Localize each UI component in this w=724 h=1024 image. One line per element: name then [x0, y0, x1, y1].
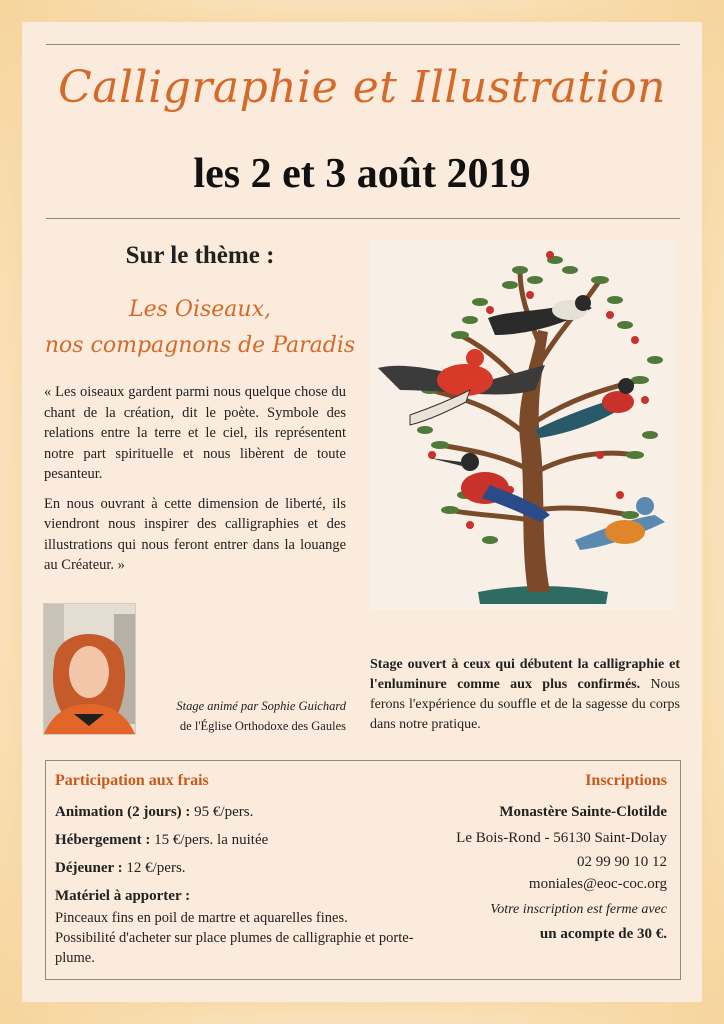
stage-description-bold: Stage ouvert à ceux qui débutent la calligraphie et l'enluminure comme aux plus confirmés. — [370, 657, 680, 692]
monastery-address: Le Bois-Rond - 56130 Saint-Dolay — [456, 830, 667, 846]
fee-lunch-value: 12 €/pers. — [122, 860, 186, 876]
contact-phone: 02 99 90 10 12 — [577, 854, 667, 870]
bird-tree-illustration — [370, 240, 676, 610]
fees-title: Participation aux frais — [55, 772, 209, 789]
monastery-name: Monastère Sainte-Clotilde — [499, 804, 667, 820]
theme-title-line1: Les Oiseaux, — [129, 297, 271, 322]
fee-animation — [55, 804, 253, 821]
material-line-1: Pinceaux fins en poil de martre et aquarelles fines. — [55, 910, 348, 926]
instructor-portrait — [43, 603, 136, 735]
instructor-credit — [140, 696, 346, 736]
material-line-2: Possibilité d'acheter sur place plumes de calligraphie et porte-plume. — [55, 930, 414, 966]
theme-label: Sur le thème : — [125, 242, 275, 269]
quote-paragraph-1: « Les oiseaux gardent parmi nous quelque chose du chant de la création, dit le poète. Symbole des relations entre la terre et le ciel, ils représentent notre part spirituelle et nous libèrent de toute pesanteur. — [44, 384, 346, 482]
fee-lunch — [55, 860, 186, 877]
instructor-church: de l'Église Orthodoxe des Gaules — [179, 719, 346, 733]
inscriptions-title: Inscriptions — [585, 772, 667, 789]
stage-description-rest: Nous ferons l'expérience du souffle et de la sagesse du corps dans notre pratique. — [370, 677, 680, 732]
fee-lodging-value: 15 €/pers. la nuitée — [150, 832, 269, 848]
contact-email: moniales@eoc-coc.org — [528, 876, 667, 892]
top-rule — [46, 44, 680, 45]
fee-lodging-label: Hébergement : — [55, 832, 151, 848]
header-rule — [46, 218, 680, 219]
stage-description — [370, 655, 680, 735]
poster-title: Calligraphie et Illustration — [58, 62, 666, 113]
fee-animation-label: Animation (2 jours) : — [55, 804, 191, 820]
theme-title-line2: nos compagnons de Paradis — [44, 333, 356, 358]
deposit-amount: un acompte de 30 €. — [539, 926, 667, 942]
material-label: Matériel à apporter : — [55, 888, 191, 904]
fee-lodging — [55, 832, 268, 849]
theme-quote — [44, 382, 346, 585]
event-dates: les 2 et 3 août 2019 — [193, 151, 531, 197]
fee-animation-value: 95 €/pers. — [190, 804, 254, 820]
inscription-note: Votre inscription est ferme avec — [490, 902, 667, 917]
instructor-name: Stage animé par Sophie Guichard — [176, 699, 346, 713]
fee-lunch-label: Déjeuner : — [55, 860, 123, 876]
quote-paragraph-2: En nous ouvrant à cette dimension de liberté, ils viendront nous inspirer des calligraphies et des illustrations qui nous feront entrer dans la louange au Créateur. » — [44, 495, 346, 573]
theme-title — [40, 292, 360, 364]
